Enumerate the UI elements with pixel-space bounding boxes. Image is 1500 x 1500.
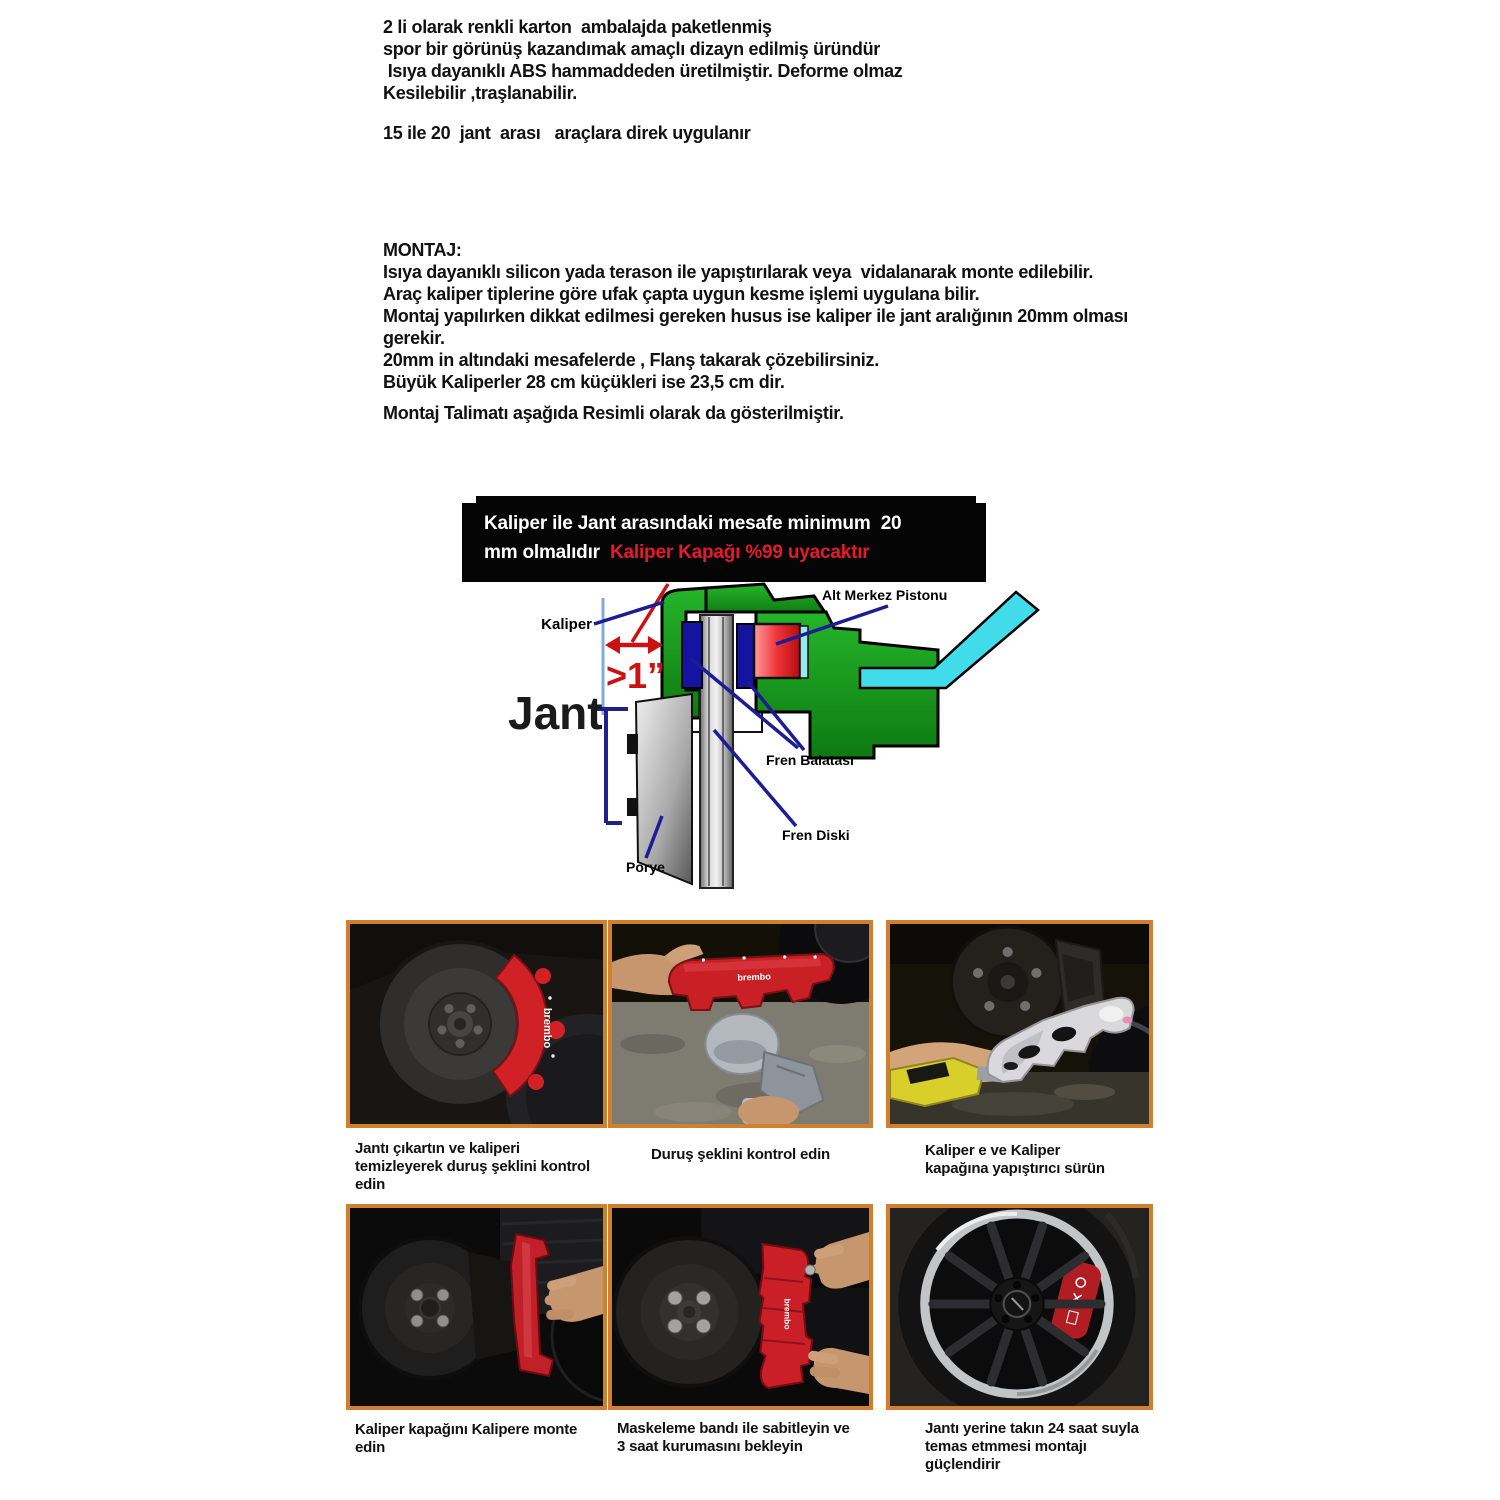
caption-line: güçlendirir <box>925 1456 1001 1473</box>
distance-label: >1” <box>606 655 666 696</box>
photo-1-scene <box>350 924 603 1124</box>
step-caption-4 <box>355 1421 577 1457</box>
step-photo-4 <box>346 1204 607 1410</box>
montaj-section <box>383 239 1128 393</box>
brake-pad-left <box>682 622 702 688</box>
montaj-footer: Montaj Talimatı aşağıda Resimli olarak da gösterilmiştir. <box>383 403 844 423</box>
step-photo-6 <box>886 1204 1153 1410</box>
caption-line: 3 saat kurumasını bekleyin <box>617 1438 803 1455</box>
photo-4-scene <box>350 1208 603 1406</box>
banner-line2-white: mm olmalıdır <box>484 542 605 563</box>
caption-line: Duruş şeklini kontrol edin <box>651 1146 830 1163</box>
montaj-line: Montaj yapılırken dikkat edilmesi gereken husus ise kaliper ile jant aralığının 20mm olması <box>383 306 1128 326</box>
fren-balatasi-label: Fren Balatası <box>766 752 854 768</box>
brake-disc <box>700 615 733 888</box>
intro-line: 2 li olarak renkli karton ambalajda paketlenmiş <box>383 17 772 37</box>
step-caption-2 <box>608 1146 873 1164</box>
photo-2-scene <box>612 924 869 1124</box>
photo-3-scene <box>890 924 1149 1124</box>
hub-porye <box>627 694 692 884</box>
jant-label: Jant <box>508 687 603 739</box>
caption-line: Kaliper e ve Kaliper <box>925 1142 1061 1159</box>
montaj-line: Araç kaliper tiplerine göre ufak çapta uygun kesme işlemi uygulana bilir. <box>383 284 980 304</box>
montaj-line: Büyük Kaliperler 28 cm küçükleri ise 23,5 cm dir. <box>383 372 785 392</box>
brand-logo: brembo <box>782 1298 793 1330</box>
step-caption-6 <box>925 1420 1139 1474</box>
porye-label: Porye <box>626 859 665 875</box>
banner-line1: Kaliper ile Jant arasındaki mesafe minimum 20 <box>484 513 902 534</box>
montaj-line: gerekir. <box>383 328 445 348</box>
caption-line: edin <box>355 1439 386 1456</box>
banner-line2-red: Kaliper Kapağı %99 uyacaktır <box>604 542 870 563</box>
kaliper-label: Kaliper <box>541 616 592 633</box>
caption-line: kapağına yapıştırıcı sürün <box>925 1160 1105 1177</box>
caption-line: temizleyerek duruş şeklini kontrol <box>355 1158 590 1175</box>
brand-logo: brembo <box>541 1007 553 1049</box>
step-photo-1 <box>346 920 607 1128</box>
photo-6-scene <box>890 1208 1149 1406</box>
intro-line: Isıya dayanıklı ABS hammaddeden üretilmiştir. Deforme olmaz <box>383 61 903 81</box>
brand-logo: brembo <box>737 971 772 983</box>
step-caption-5 <box>617 1420 850 1456</box>
caption-line: Maskeleme bandı ile sabitleyin ve <box>617 1420 850 1437</box>
brake-pad-right <box>737 624 754 688</box>
adhesive-blob <box>1004 1062 1018 1070</box>
montaj-line: Isıya dayanıklı silicon yada terason ile yapıştırılarak veya vidalanarak monte edilebilir. <box>383 262 1094 282</box>
montaj-title: MONTAJ: <box>383 240 462 260</box>
banner-line2 <box>484 538 986 567</box>
step-photo-2 <box>608 920 873 1128</box>
center-cap <box>990 1278 1043 1330</box>
caption-line: Jantı çıkartın ve kaliperi <box>355 1140 520 1157</box>
step-photo-5 <box>608 1204 873 1410</box>
step-photo-3 <box>886 920 1153 1128</box>
caption-line: edin <box>355 1176 386 1193</box>
caption-line: temas etmmesi montajı <box>925 1438 1087 1455</box>
alt-merkez-pistonu-label: Alt Merkez Pistonu <box>822 587 948 603</box>
brake-disc <box>614 1238 764 1386</box>
step-caption-3 <box>925 1142 1105 1178</box>
brake-assembly-diagram <box>460 582 1040 972</box>
caption-line: Jantı yerine takın 24 saat suyla <box>925 1420 1139 1437</box>
intro-line: Kesilebilir ,traşlanabilir. <box>383 83 577 103</box>
caption-line: Kaliper kapağını Kalipere monte <box>355 1421 578 1438</box>
warning-banner <box>462 503 986 582</box>
distance-annotation <box>605 584 668 696</box>
piston <box>754 624 800 678</box>
application-note: 15 ile 20 jant arası araçlara direk uygulanır <box>383 123 751 143</box>
bolt <box>805 1265 815 1275</box>
fren-diski-label: Fren Diski <box>782 827 850 843</box>
montaj-line: 20mm in altındaki mesafelerde , Flanş takarak çözebilirsiniz. <box>383 350 879 370</box>
photo-5-scene <box>612 1208 869 1406</box>
step-caption-1 <box>355 1140 590 1194</box>
intro-line: spor bir görünüş kazandımak amaçlı dizayn edilmiş üründür <box>383 39 881 59</box>
intro-paragraph <box>383 16 903 104</box>
